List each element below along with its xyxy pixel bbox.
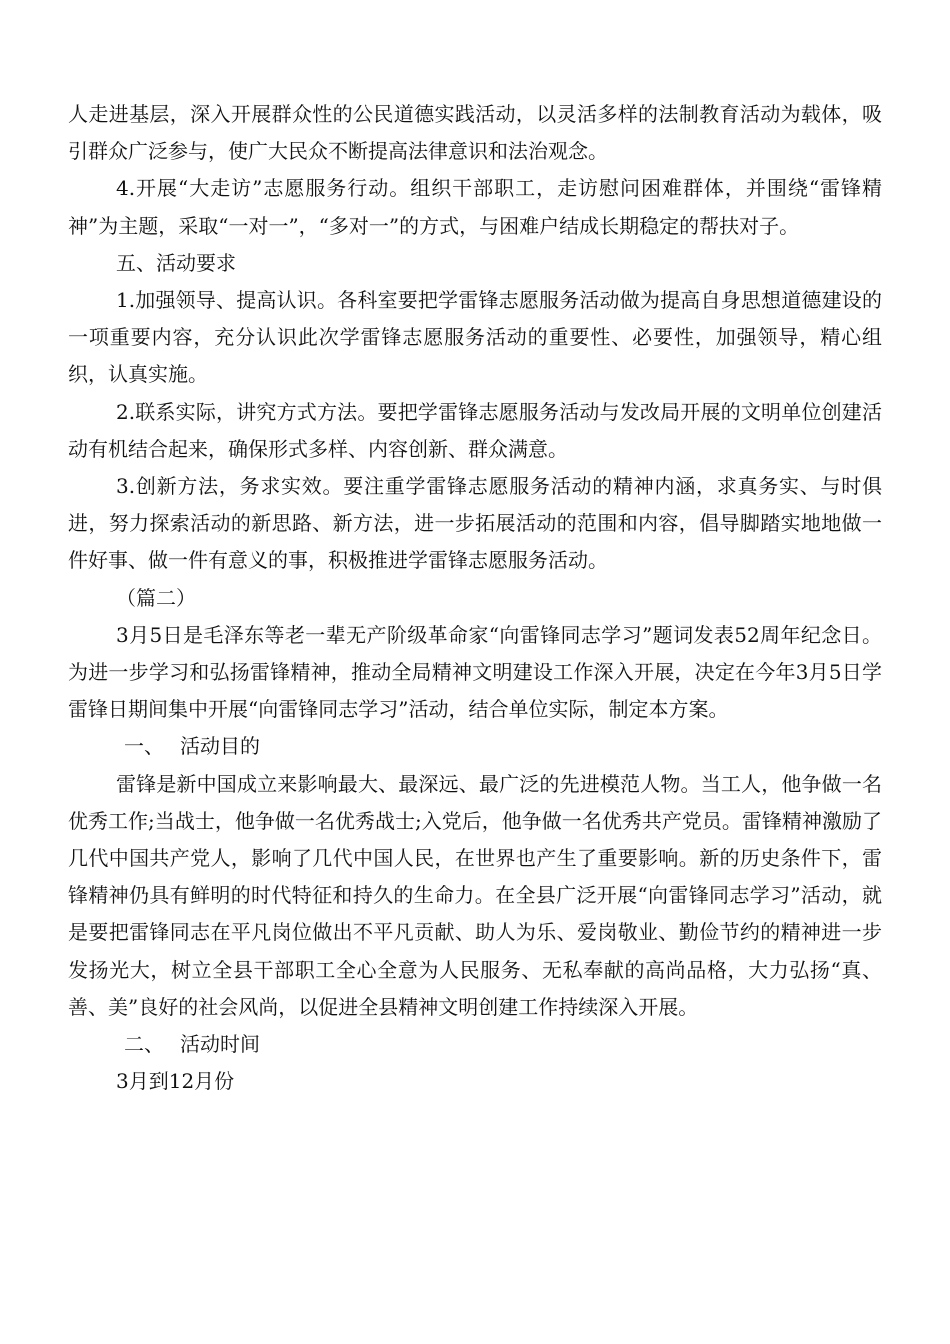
paragraph-requirement-2: 2.联系实际，讲究方式方法。要把学雷锋志愿服务活动与发改局开展的文明单位创建活动有机结合起来，确保形式多样、内容创新、群众满意。 [68,399,882,461]
heading-activity-requirements: 五、活动要求 [116,250,236,275]
heading-part-two: （篇二） [116,585,196,610]
paragraph-purpose: 雷锋是新中国成立来影响最大、最深远、最广泛的先进模范人物。当工人，他争做一名优秀工作;当战士，他争做一名优秀战士;入党后，他争做一名优秀共产党员。雷锋精神激励了几代中国共产党人，影响了几代中国人民，在世界也产生了重要影响。新的历史条件下，雷锋精神仍具有鲜明的时代特征和持久的生命力。在全县广泛开展“向雷锋同志学习”活动，就是要把雷锋同志在平凡岗位做出不平凡贡献、助人为乐、爱岗敬业、勤俭节约的精神进一步发扬光大，树立全县干部职工全心全意为人民服务、无私奉献的高尚品格，大力弘扬“真、善、美”良好的社会风尚，以促进全县精神文明创建工作持续深入开展。 [68,771,882,1019]
section-title: 活动目的 [180,734,260,759]
paragraph-intro: 3月5日是毛泽东等老一辈无产阶级革命家“向雷锋同志学习”题词发表52周年纪念日。为进一步学习和弘扬雷锋精神，推动全局精神文明建设工作深入开展，决定在今年3月5日学雷锋日期间集中开展“向雷锋同志学习”活动，结合单位实际，制定本方案。 [68,622,882,722]
heading-activity-time [68,1026,882,1063]
paragraph-time: 3月到12月份 [116,1069,235,1094]
paragraph-requirement-3: 3.创新方法，务求实效。要注重学雷锋志愿服务活动的精神内涵，求真务实、与时俱进，努力探索活动的新思路、新方法，进一步拓展活动的范围和内容，倡导脚踏实地地做一件好事、做一件有意义的事，积极推进学雷锋志愿服务活动。 [68,474,882,573]
document-page [68,96,882,1100]
heading-activity-purpose [68,728,882,765]
paragraph-requirement-1: 1.加强领导、提高认识。各科室要把学雷锋志愿服务活动做为提高自身思想道德建设的一项重要内容，充分认识此次学雷锋志愿服务活动的重要性、必要性，加强领导，精心组织，认真实施。 [68,288,882,387]
section-title: 活动时间 [180,1032,260,1057]
paragraph-continuation: 人走进基层，深入开展群众性的公民道德实践活动，以灵活多样的法制教育活动为载体，吸引群众广泛参与，使广大民众不断提高法律意识和法治观念。 [68,102,882,164]
paragraph-item-4: 4.开展“大走访”志愿服务行动。组织干部职工，走访慰问困难群体，并围绕“雷锋精神”为主题，采取“一对一”，“多对一”的方式，与困难户结成长期稳定的帮扶对子。 [68,176,882,238]
section-number: 一、 [124,734,164,759]
section-number: 二、 [124,1032,164,1057]
